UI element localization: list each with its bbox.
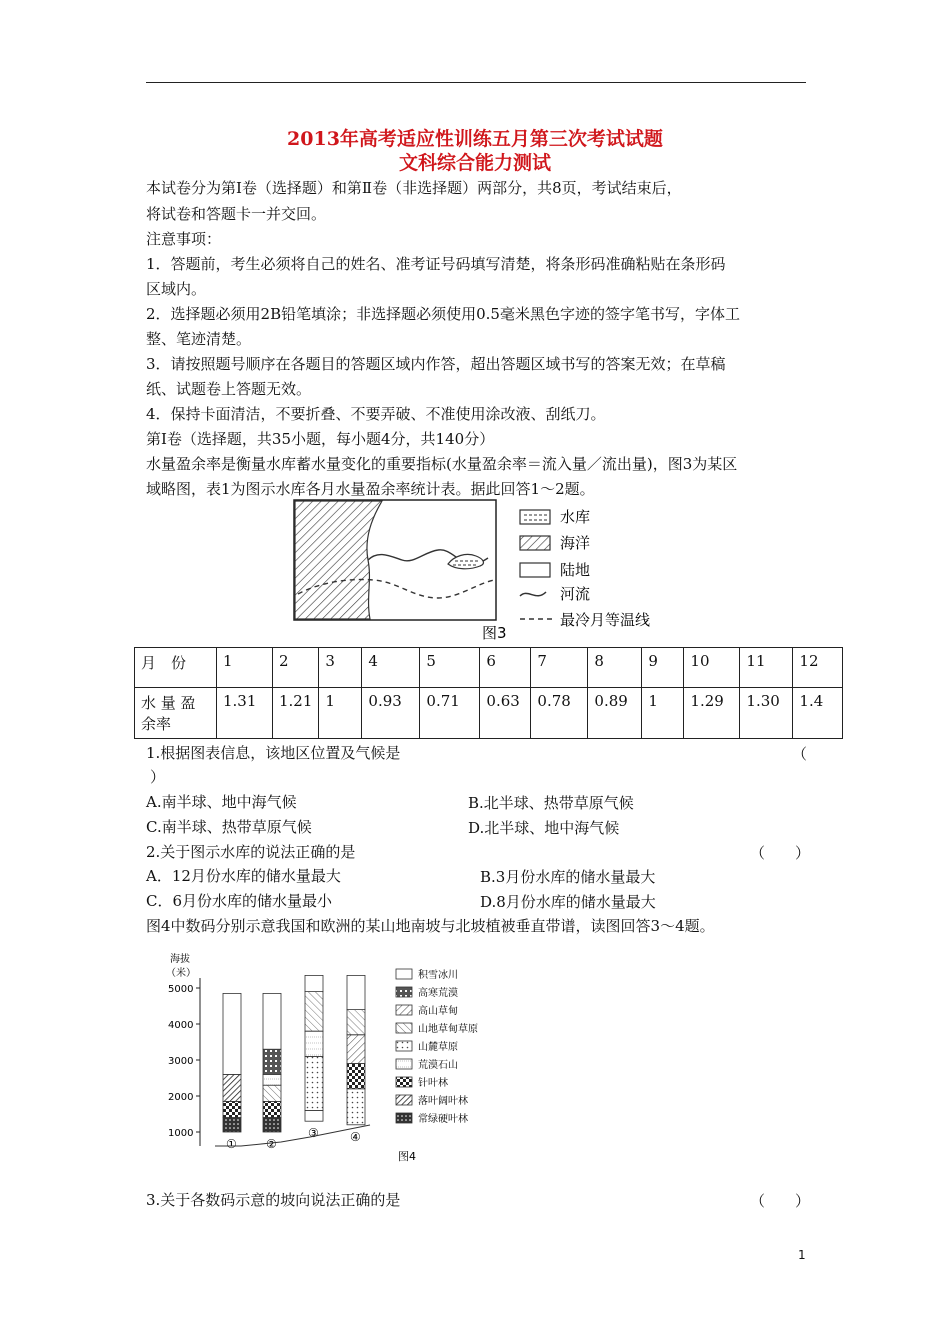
table-cell: 3 [319,648,362,688]
y-tick-label: 5000 [168,984,194,995]
table-cell: 0.63 [480,688,531,739]
figure-3-caption: 图3 [482,624,507,642]
legend-label: 荒漠石山 [418,1060,458,1071]
table-cell: 0.89 [588,688,642,739]
title-line-2: 文科综合能力测试 [398,152,551,174]
table-cell: 1.30 [740,688,793,739]
column-label: ④ [350,1129,361,1144]
y-tick-label: 3000 [168,1056,194,1067]
table-cell: 1.21 [273,688,319,739]
header-rule [146,82,806,83]
legend-label: 积雪冰川 [418,970,458,981]
legend-reservoir-swatch [520,510,550,524]
table-cell: 10 [684,648,740,688]
table-cell: 1.29 [684,688,740,739]
y-axis-title-2: （米） [166,968,196,979]
legend-river-swatch [520,592,546,596]
column-band [223,1101,241,1117]
column-band [305,992,323,1032]
figure-4-caption: 图4 [398,1150,416,1163]
part1-heading: 第Ⅰ卷（选择题，共35小题，每小题4分，共140分） [146,430,495,448]
notice-2a: 2．选择题必须用2B铅笔填涂；非选择题必须使用0.5毫米黑色字迹的签字笔书写，字体工 [146,305,740,323]
legend-label: 山麓草原 [418,1042,458,1053]
column-band [347,1010,365,1035]
notice-3a: 3．请按照题号顺序在各题目的答题区域内作答，超出答题区域书写的答案无效；在草稿 [146,355,726,373]
legend-swatch [396,1059,412,1069]
title-line-1: 2013年高考适应性训练五月第三次考试试题 [287,128,663,150]
table-cell: 9 [642,648,684,688]
column-band [305,975,323,991]
q1-paren-close: ） [150,768,166,786]
figure-4-vegetation-chart [160,950,500,1175]
table-cell: 11 [740,648,793,688]
stem-1-2-b: 域略图，表1为图示水库各月水量盈余率统计表。据此回答1～2题。 [146,480,595,498]
legend-ocean-swatch [520,536,550,550]
table-head-rate [135,688,217,739]
q1-paren-open: （ [792,745,808,763]
q2-option-a: A．12月份水库的储水量最大 [146,867,341,885]
column-band [263,1118,281,1132]
column-label: ③ [308,1126,319,1141]
legend-swatch [396,987,412,997]
intro-line-2: 将试卷和答题卡一并交回。 [146,205,327,223]
column-band [223,993,241,1074]
y-tick-label: 4000 [168,1020,194,1031]
q3-stem: 3.关于各数码示意的坡向说法正确的是 [146,1191,401,1209]
column-band [347,1064,365,1089]
notice-1b: 区域内。 [146,280,207,298]
table-cell: 4 [362,648,420,688]
column-band [305,1110,323,1121]
table-head-month: 月 份 [135,648,217,688]
notice-3b: 纸、试题卷上答题无效。 [146,380,312,398]
legend-label: 针叶林 [418,1078,448,1089]
column-band [347,1035,365,1064]
table-cell: 5 [420,648,480,688]
table-cell: 1 [642,688,684,739]
legend-river-label: 河流 [560,585,591,603]
column-label: ② [266,1137,277,1151]
legend-swatch [396,1113,412,1123]
notice-1a: 1．答题前，考生必须将自己的姓名、准考证号码填写清楚，将条形码准确粘贴在条形码 [146,255,726,273]
intro-line-1: 本试卷分为第Ⅰ卷（选择题）和第Ⅱ卷（非选择题）两部分，共8页，考试结束后， [146,179,682,197]
q2-option-c: C．6月份水库的储水量最小 [146,892,333,910]
table-cell: 1.4 [793,688,843,739]
table-cell: 2 [273,648,319,688]
legend-label: 高山草甸 [418,1006,458,1017]
q1-option-c: C.南半球、热带草原气候 [146,818,312,836]
legend-swatch [396,1023,412,1033]
legend-swatch [396,1041,412,1051]
column-band [263,993,281,1049]
table-cell: 12 [793,648,843,688]
table-cell: 1 [217,648,273,688]
table-head-rate-a: 水 量 盈 [141,694,196,712]
notice-4: 4．保持卡面清洁，不要折叠、不要弄破、不准使用涂改液、刮纸刀。 [146,405,606,423]
table-cell: 6 [480,648,531,688]
table-1 [134,647,843,739]
legend-label: 高寒荒漠 [418,988,458,999]
legend-swatch [396,1005,412,1015]
y-axis-title-1: 海拔 [170,954,190,965]
legend-label: 落叶阔叶林 [418,1096,468,1107]
stem-3-4: 图4中数码分别示意我国和欧洲的某山地南坡与北坡植被垂直带谱，读图回答3～4题。 [146,917,715,935]
page-number: 1 [798,1248,806,1262]
table-cell: 0.71 [420,688,480,739]
legend-label: 常绿硬叶林 [418,1114,468,1125]
q1-stem: 1.根据图表信息，该地区位置及气候是 [146,744,401,762]
table-cell: 7 [531,648,588,688]
column-band [263,1074,281,1085]
figure-3-map [290,498,670,643]
column-band [263,1085,281,1101]
y-tick-label: 2000 [168,1092,194,1103]
q2-paren: （ ） [750,844,811,862]
table-head-rate-b: 余率 [141,715,172,733]
table-row-rate [135,688,843,739]
column-label: ① [226,1137,237,1151]
table-cell: 1.31 [217,688,273,739]
q2-option-b: B.3月份水库的储水量最大 [480,868,656,886]
q1-option-b: B.北半球、热带草原气候 [468,794,634,812]
column-band [305,1031,323,1056]
table-cell: 0.78 [531,688,588,739]
q2-stem: 2.关于图示水库的说法正确的是 [146,843,356,861]
legend-ocean-label: 海洋 [560,534,591,552]
column-band [263,1101,281,1117]
table-cell: 8 [588,648,642,688]
q1-option-a: A.南半球、地中海气候 [146,793,297,811]
notice-2b: 整、笔迹清楚。 [146,330,252,348]
column-band [305,1056,323,1110]
notice-heading: 注意事项： [146,230,222,248]
legend-reservoir-label: 水库 [560,508,591,526]
legend-isotherm-label: 最冷月等温线 [560,611,651,629]
table-cell: 0.93 [362,688,420,739]
y-tick-label: 1000 [168,1128,194,1139]
table-cell: 1 [319,688,362,739]
legend-swatch [396,969,412,979]
column-band [223,1074,241,1101]
q2-option-d: D.8月份水库的储水量最大 [480,893,656,911]
column-band [347,1089,365,1125]
q3-paren: （ ） [750,1192,811,1210]
legend-label: 山地草甸草原 [418,1024,478,1035]
column-band [347,975,365,1009]
stem-1-2-a: 水量盈余率是衡量水库蓄水量变化的重要指标(水量盈余率＝流入量／流出量)，图3为某区 [146,455,738,473]
legend-land-swatch [520,563,550,577]
q1-option-d: D.北半球、地中海气候 [468,819,620,837]
column-band [263,1049,281,1074]
table-row-month [135,648,843,688]
legend-swatch [396,1095,412,1105]
legend-swatch [396,1077,412,1087]
legend-land-label: 陆地 [560,561,591,579]
column-band [223,1118,241,1132]
